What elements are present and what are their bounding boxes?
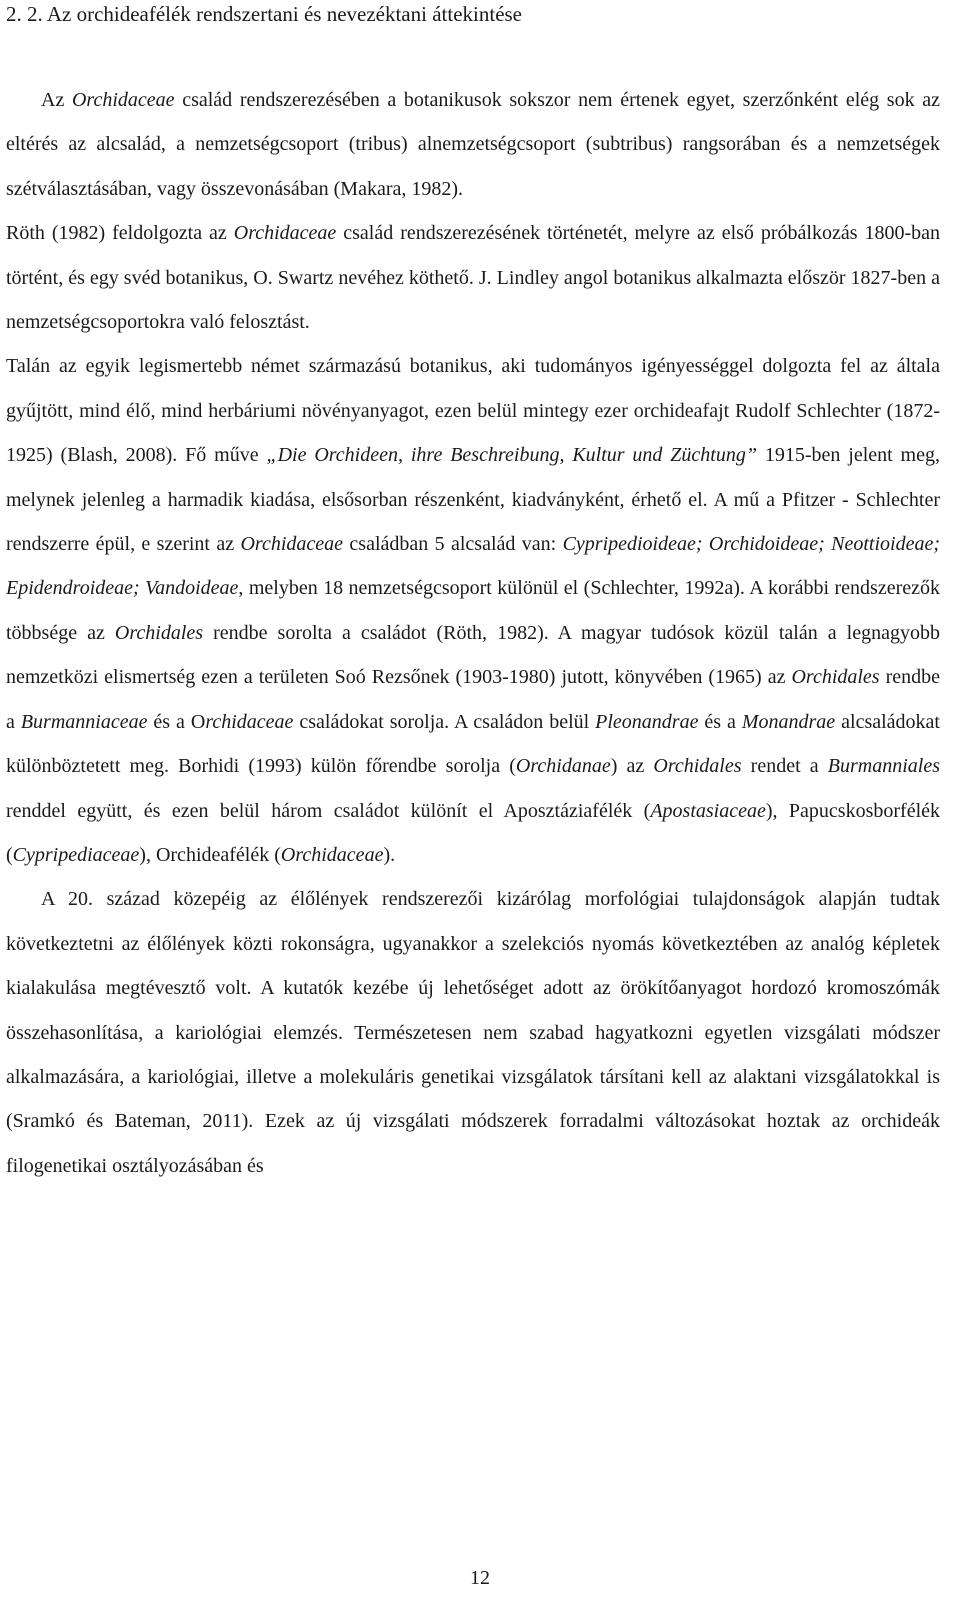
section-heading: 2. 2. Az orchideafélék rendszertani és nevezéktani áttekintése — [6, 2, 523, 26]
italic-text: Orchidaceae — [233, 222, 337, 245]
text-run: családokat sorolja. A családon belül — [293, 710, 596, 733]
text-run: család rendszerezésének történetét, melyre az első próbálkozás 1800-ban történt, és egy svéd botanikus, O. Swartz nevéhez köthető. J. Lindley angol botanikus alkalmazta először 1827-ben a nemzetségcsoportokra való felosztást. — [6, 222, 940, 334]
italic-text: Orchidanae — [515, 755, 611, 778]
text-run: család rendszerezésében a botanikusok sokszor nem értenek egyet, szerzőnként elég sok az eltérés az alcsalád, a nemzetségcsoport (tribus) alnemzetségcsoport (subtribus) rangsorában és a nemzetségek szétválasztásában, vagy összevonásában (Makara, 1982). — [6, 89, 940, 200]
italic-text: Burmanniaceae — [20, 710, 148, 733]
text-run: , melyben 18 nemzetségcsoport különül el (Schlechter, 1992a). A korábbi rendszerezők többsége az — [6, 577, 940, 644]
text-run: Röth (1982) feldolgozta az — [6, 222, 234, 245]
text-run: Az — [41, 89, 72, 111]
italic-text: Orchidaceae — [71, 89, 175, 111]
text-run: renddel együtt, és ezen belül három családot különít el Aposztáziafélék ( — [6, 799, 651, 822]
paragraph — [6, 78, 940, 211]
page-number: 12 — [470, 1567, 490, 1589]
italic-text: Orchidales — [653, 755, 742, 778]
italic-text: „Die Orchideen, ihre Beschreibung, Kultur und Züchtung” — [266, 444, 757, 467]
text-run: Talán az egyik legismertebb német származású botanikus, aki tudományos igényességgel dolgozta fel az általa gyűjtött, mind élő, mind herbáriumi növényanyagot, ezen belül mintegy ezer orchideafajt Rudolf Schlechter (1872-1925) (Blash, 2008). Fő műve — [6, 355, 940, 467]
text-run: családban 5 alcsalád van: — [343, 533, 563, 556]
italic-text: rchidaceae — [205, 710, 294, 733]
text-run: ). — [383, 843, 396, 866]
italic-text: Monandrae — [741, 710, 836, 733]
text-run: és a O — [147, 710, 206, 733]
text-run: és a — [698, 710, 742, 733]
text-run: rendbe a — [6, 666, 940, 733]
paragraph — [6, 877, 940, 1188]
italic-text: Cypripediaceae — [12, 843, 140, 866]
italic-text: Orchidales — [791, 666, 880, 689]
body-text — [6, 78, 940, 1188]
text-run: rendet a — [741, 755, 828, 778]
text-run: alcsaládokat különböztetett meg. Borhidi (1993) külön főrendbe sorolja ( — [6, 710, 940, 778]
italic-text: Burmanniales — [827, 755, 940, 778]
text-run: A 20. század közepéig az élőlények rendszerezői kizárólag morfológiai tulajdonságok alapján tudtak következtetni az élőlények közti rokonságra, ugyanakkor a szelekciós nyomás következtében az analóg képletek kialakulása megtévesztő volt. A kutatók kezébe új lehetőséget adott az örökítőanyagot hordozó kromoszómák összehasonlítása, a kariológiai elemzés. Természetesen nem szabad hagyatkozni egyetlen vizsgálati módszer alkalmazására, a kariológiai, illetve a molekuláris genetikai vizsgálatok társítani kell az alaktani vizsgálatokkal is (Sramkó és Bateman, 2011). Ezek az új vizsgálati módszerek forradalmi változásokat hoztak az orchideák filogenetikai osztályozásában és — [6, 888, 940, 1177]
text-run: ) az — [610, 755, 654, 778]
italic-text: Orchidales — [114, 621, 204, 644]
paragraph — [6, 211, 940, 344]
text-run: ), Orchideafélék ( — [139, 843, 281, 866]
italic-text: Orchidaceae — [280, 843, 384, 866]
italic-text: Apostasiaceae — [650, 799, 766, 822]
paragraph — [6, 344, 940, 877]
italic-text: Orchidaceae — [240, 533, 344, 556]
italic-text: Cypripedioideae; Orchidoideae; Neottioideae; Epidendroideae; Vandoideae — [6, 533, 940, 600]
text-run: rendbe sorolta a családot (Röth, 1982). A magyar tudósok közül talán a legnagyobb nemzetközi elismertség ezen a területen Soó Rezsőnek (1903-1980) jutott, könyvében (1965) az — [6, 621, 940, 689]
text-run: 1915-ben jelent meg, melynek jelenleg a harmadik kiadása, elsősorban részenként, kiadványként, érhető el. A mű a Pfitzer - Schlechter rendszerre épül, e szerint az — [6, 444, 940, 556]
text-run: ), Papucskosborfélék ( — [6, 799, 941, 866]
italic-text: Pleonandrae — [595, 710, 699, 733]
